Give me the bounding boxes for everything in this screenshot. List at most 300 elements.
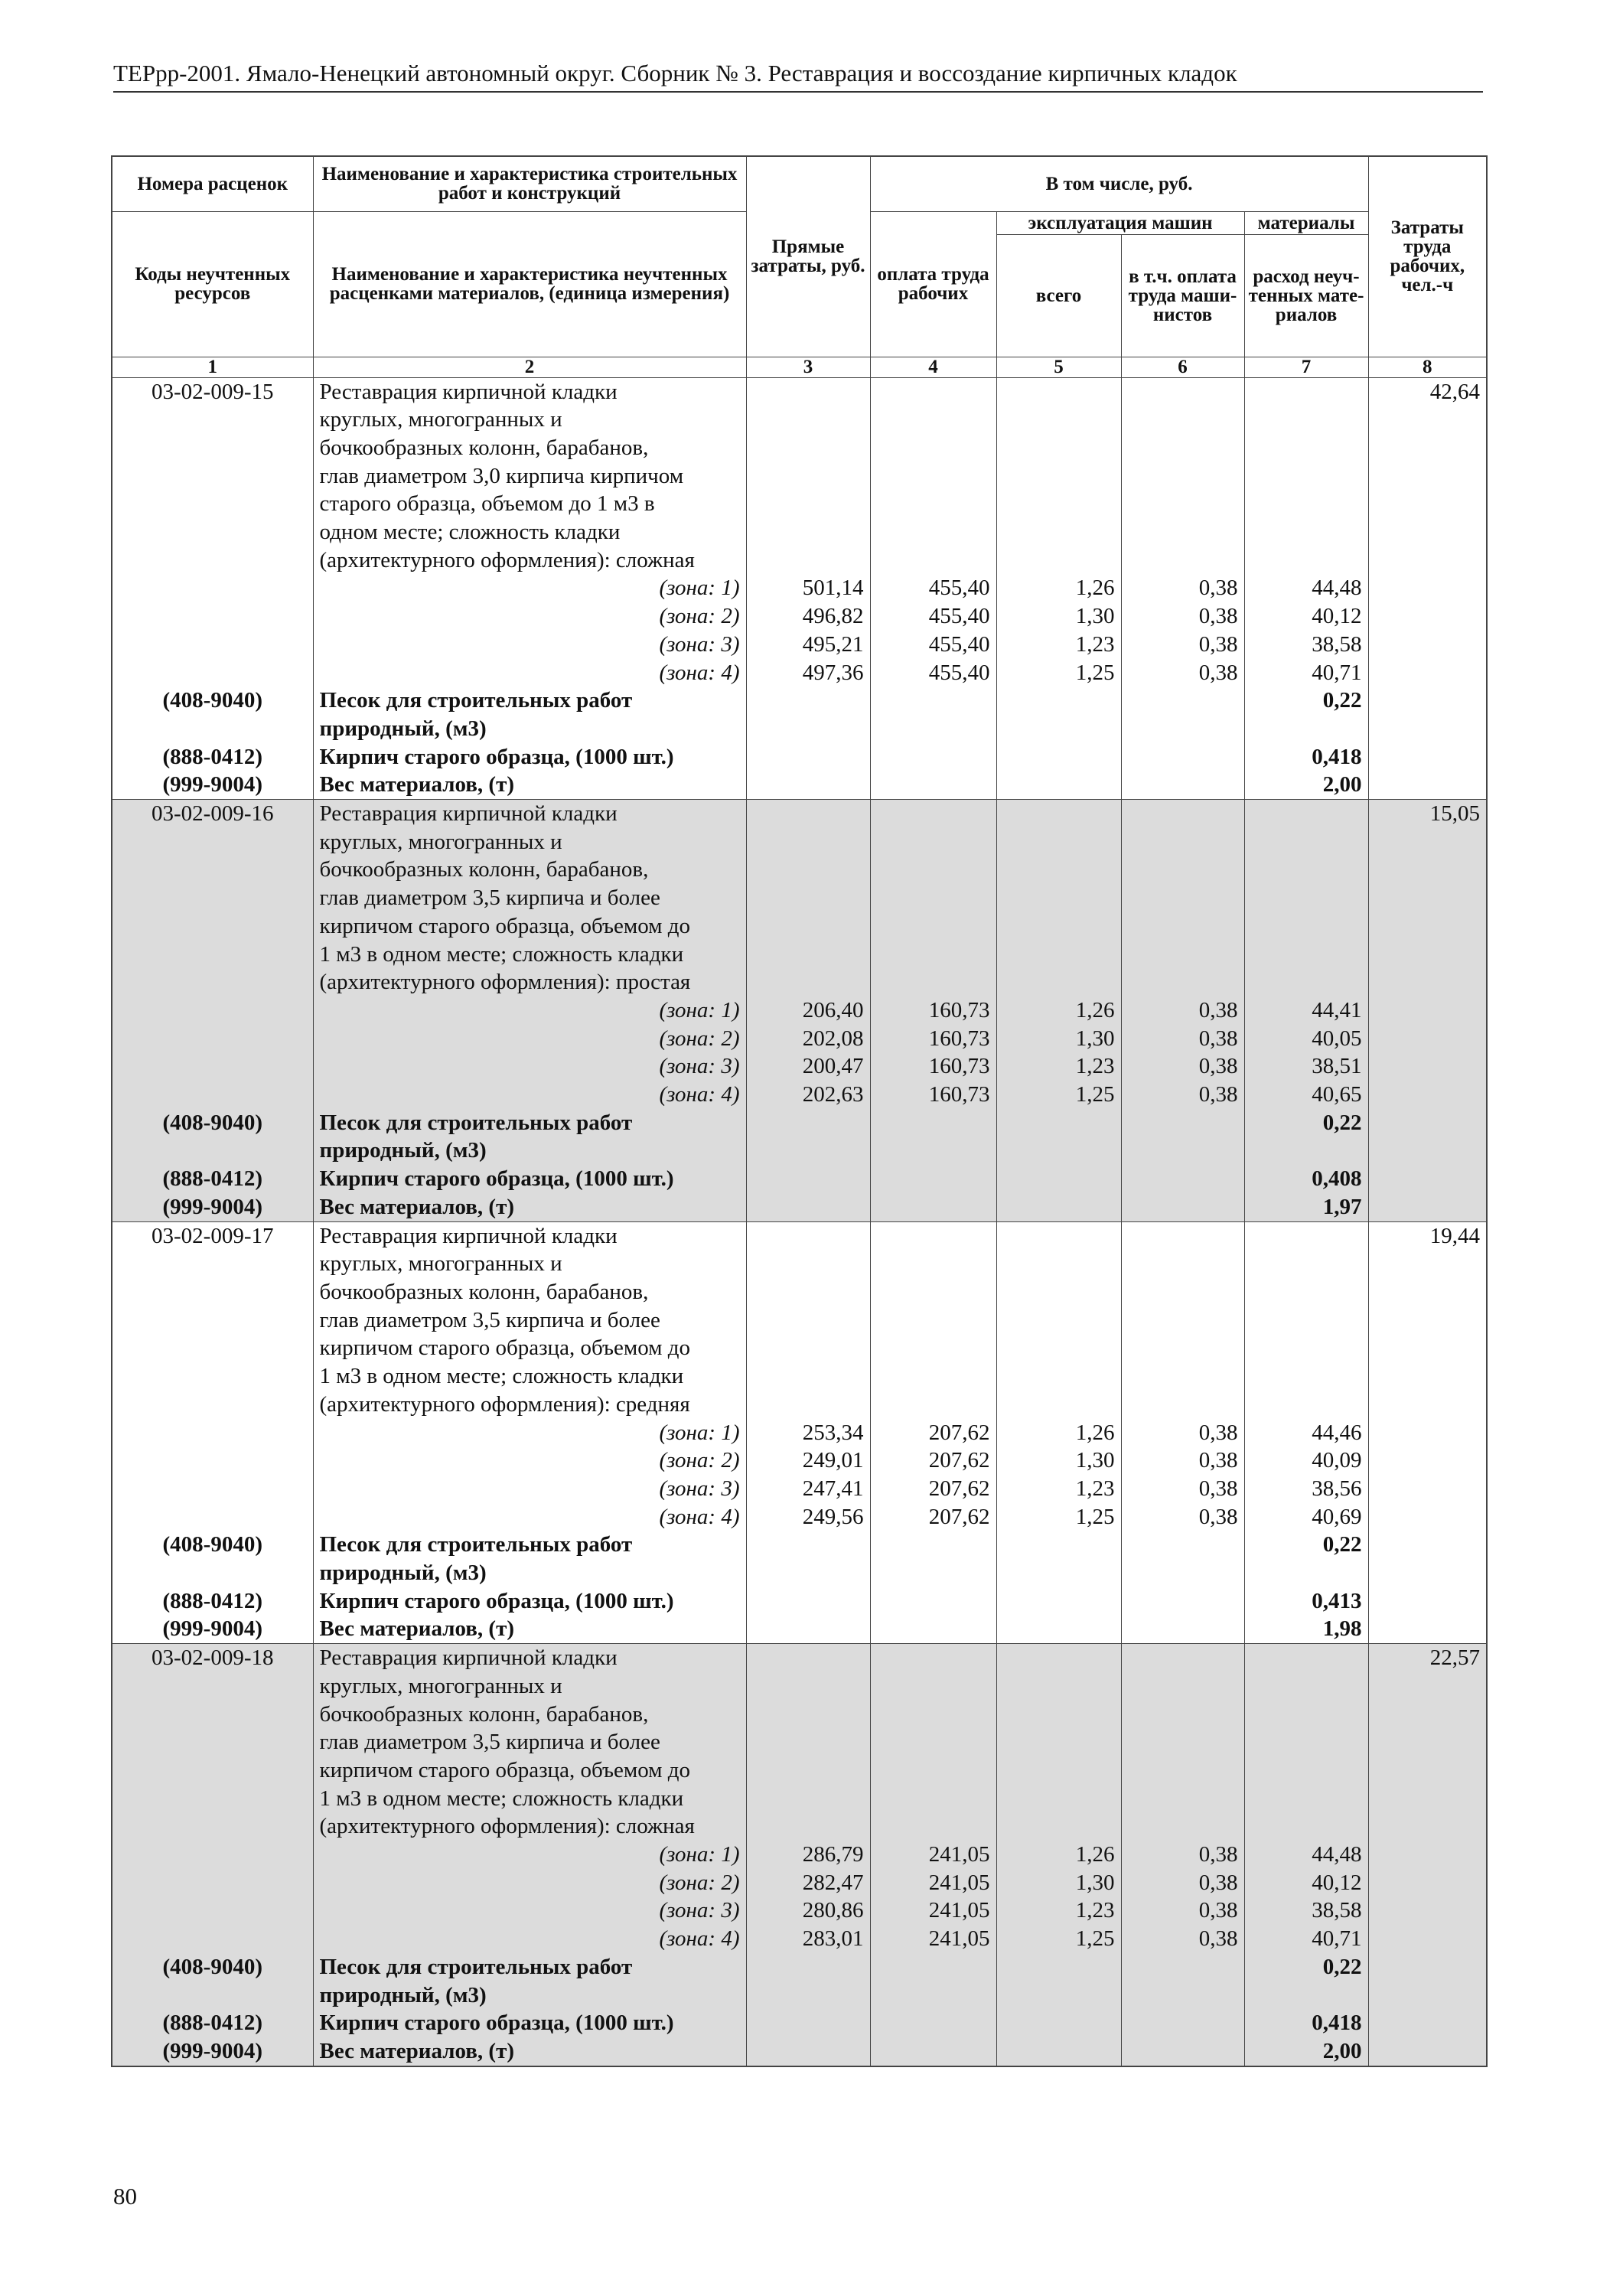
empty-cell [1244,1559,1368,1587]
resource-name: Песок для строительных работ [313,687,746,715]
materials-cost: 40,12 [1244,602,1368,631]
empty-cell [746,1531,870,1559]
empty-cell [1121,434,1244,462]
empty-cell [1368,602,1487,631]
empty-cell [1244,1785,1368,1813]
table-row [112,941,1487,969]
table-row [112,1756,1487,1785]
wage-cost: 207,62 [870,1419,996,1447]
resource-amount: 0,22 [1244,1531,1368,1559]
machines-cost: 1,23 [996,1052,1121,1081]
materials-cost: 44,48 [1244,1841,1368,1869]
empty-cell [746,462,870,491]
empty-cell [1368,996,1487,1025]
col-number: 1 [112,357,313,377]
empty-cell [746,490,870,518]
empty-cell [996,1109,1121,1137]
empty-cell [1368,1025,1487,1053]
empty-cell [996,1981,1121,2010]
col1-top-header: Номера расценок [112,156,313,211]
empty-cell [1368,1701,1487,1729]
col-number: 3 [746,357,870,377]
machines-cost: 1,23 [996,1896,1121,1925]
work-description-line: кирпичом старого образца, объемом до [313,1756,746,1785]
zone-label: (зона: 3) [313,631,746,659]
empty-cell [1121,490,1244,518]
empty-cell [112,1250,313,1278]
column-numbers-row [112,357,1487,377]
empty-cell [1244,490,1368,518]
empty-cell [996,2009,1121,2037]
empty-cell [746,1362,870,1391]
resource-code: (999-9004) [112,771,313,799]
empty-cell [112,406,313,434]
resource-name: природный, (м3) [313,1137,746,1165]
empty-cell [870,1221,996,1250]
zone-label: (зона: 1) [313,996,746,1025]
empty-cell [1121,1701,1244,1729]
empty-cell [1121,518,1244,546]
wage-cost: 160,73 [870,1052,996,1081]
empty-cell [112,715,313,743]
direct-cost: 249,56 [746,1503,870,1531]
empty-cell [870,1334,996,1362]
work-description-line: Реставрация кирпичной кладки [313,1644,746,1672]
empty-cell [870,1137,996,1165]
resource-name: природный, (м3) [313,1559,746,1587]
empty-cell [112,434,313,462]
empty-cell [1121,1953,1244,1981]
empty-cell [1121,828,1244,856]
empty-cell [996,1362,1121,1391]
empty-cell [996,1391,1121,1419]
zone-label: (зона: 3) [313,1052,746,1081]
empty-cell [996,1306,1121,1335]
empty-cell [1368,1785,1487,1813]
machinist-cost: 0,38 [1121,1025,1244,1053]
table-row [112,1137,1487,1165]
zone-label: (зона: 1) [313,1419,746,1447]
empty-cell [746,1672,870,1701]
resource-amount: 0,418 [1244,743,1368,771]
materials-cost: 40,71 [1244,1925,1368,1953]
empty-cell [1368,1137,1487,1165]
table-row [112,687,1487,715]
machinist-cost: 0,38 [1121,996,1244,1025]
direct-cost: 202,63 [746,1081,870,1109]
resource-code: (408-9040) [112,1953,313,1981]
empty-cell [746,1250,870,1278]
empty-cell [746,377,870,406]
wage-cost: 455,40 [870,574,996,602]
direct-cost-header: Прямые затраты, руб. [746,156,870,357]
empty-cell [1368,884,1487,912]
empty-cell [1121,1165,1244,1193]
table-row [112,462,1487,491]
empty-cell [1121,1250,1244,1278]
work-description-line: круглых, многогранных и [313,828,746,856]
col-number: 2 [313,357,746,377]
table-row [112,1841,1487,1869]
empty-cell [746,1756,870,1785]
empty-cell [1244,1137,1368,1165]
table-row [112,377,1487,406]
empty-cell [112,1728,313,1756]
work-description-line: глав диаметром 3,5 кирпича и более [313,1306,746,1335]
work-description-line: (архитектурного оформления): простая [313,968,746,996]
machinist-cost: 0,38 [1121,602,1244,631]
empty-cell [1244,1278,1368,1306]
empty-cell [1244,715,1368,743]
empty-cell [996,1334,1121,1362]
table-row [112,631,1487,659]
empty-cell [1368,828,1487,856]
empty-cell [1121,912,1244,941]
empty-cell [1121,2009,1244,2037]
table-row [112,1615,1487,1643]
resource-name: Вес материалов, (т) [313,1615,746,1643]
resource-code: (408-9040) [112,1109,313,1137]
empty-cell [1368,546,1487,575]
empty-cell [996,715,1121,743]
direct-cost: 496,82 [746,602,870,631]
empty-cell [1368,687,1487,715]
table-row [112,1785,1487,1813]
direct-cost: 501,14 [746,574,870,602]
empty-cell [112,1785,313,1813]
labor-hours: 22,57 [1368,1644,1487,1672]
empty-cell [870,1250,996,1278]
col2-top-header: Наименование и характеристика строительных работ и конструкций [313,156,746,211]
table-row [112,574,1487,602]
direct-cost: 283,01 [746,1925,870,1953]
wage-cost: 241,05 [870,1925,996,1953]
empty-cell [1368,1165,1487,1193]
empty-cell [112,1081,313,1109]
empty-cell [1368,1896,1487,1925]
empty-cell [1368,1559,1487,1587]
direct-cost: 202,08 [746,1025,870,1053]
table-row [112,1193,1487,1221]
direct-cost: 249,01 [746,1446,870,1475]
table-row [112,1165,1487,1193]
empty-cell [112,1756,313,1785]
zone-label: (зона: 1) [313,574,746,602]
empty-cell [746,1193,870,1221]
empty-cell [1368,1306,1487,1335]
empty-cell [112,1025,313,1053]
work-description-line: бочкообразных колонн, барабанов, [313,1278,746,1306]
zone-label: (зона: 3) [313,1475,746,1503]
materials-cost: 38,58 [1244,631,1368,659]
table-row [112,1672,1487,1701]
work-description-line: (архитектурного оформления): сложная [313,546,746,575]
empty-cell [870,715,996,743]
col1-bottom-header: Коды неучтенных ресурсов [112,211,313,357]
empty-cell [112,1925,313,1953]
machines-cost: 1,23 [996,631,1121,659]
empty-cell [746,941,870,969]
materials-cost: 40,69 [1244,1503,1368,1531]
empty-cell [1368,1391,1487,1419]
empty-cell [112,912,313,941]
machinist-cost: 0,38 [1121,1446,1244,1475]
empty-cell [1121,1785,1244,1813]
table-row [112,1869,1487,1897]
empty-cell [112,1137,313,1165]
wage-cost: 455,40 [870,659,996,687]
zone-label: (зона: 2) [313,1025,746,1053]
table-row [112,1334,1487,1362]
empty-cell [1121,1334,1244,1362]
empty-cell [1368,631,1487,659]
table-row [112,1306,1487,1335]
empty-cell [1368,941,1487,969]
empty-cell [870,1756,996,1785]
work-description-line: одном месте; сложность кладки [313,518,746,546]
table-row [112,1701,1487,1729]
table-row [112,1362,1487,1391]
table-row [112,771,1487,799]
machinist-cost: 0,38 [1121,1052,1244,1081]
empty-cell [1244,406,1368,434]
empty-cell [1368,1615,1487,1643]
empty-cell [1244,1701,1368,1729]
empty-cell [870,1701,996,1729]
empty-cell [112,1419,313,1447]
empty-cell [746,1109,870,1137]
materials-cost: 44,46 [1244,1419,1368,1447]
empty-cell [870,1109,996,1137]
empty-cell [1368,518,1487,546]
work-description-line: 1 м3 в одном месте; сложность кладки [313,1362,746,1391]
empty-cell [870,800,996,828]
empty-cell [1368,1841,1487,1869]
empty-cell [112,574,313,602]
empty-cell [112,1672,313,1701]
table-row [112,659,1487,687]
empty-cell [1121,884,1244,912]
empty-cell [112,1052,313,1081]
empty-cell [1368,1446,1487,1475]
empty-cell [112,1446,313,1475]
empty-cell [996,2037,1121,2066]
empty-cell [870,1615,996,1643]
empty-cell [870,1362,996,1391]
empty-cell [1121,968,1244,996]
wage-cost: 241,05 [870,1841,996,1869]
empty-cell [112,659,313,687]
empty-cell [870,743,996,771]
empty-cell [1244,1362,1368,1391]
resource-amount: 1,98 [1244,1615,1368,1643]
empty-cell [1244,1334,1368,1362]
empty-cell [112,1896,313,1925]
empty-cell [112,1362,313,1391]
table-row [112,406,1487,434]
work-description-line: Реставрация кирпичной кладки [313,377,746,406]
table-row [112,1052,1487,1081]
empty-cell [1368,462,1487,491]
empty-cell [746,1953,870,1981]
empty-cell [112,996,313,1025]
empty-cell [996,1644,1121,1672]
zone-label: (зона: 4) [313,1081,746,1109]
empty-cell [1121,687,1244,715]
empty-cell [1121,1306,1244,1335]
empty-cell [1244,884,1368,912]
empty-cell [1368,1278,1487,1306]
resource-name: Песок для строительных работ [313,1953,746,1981]
empty-cell [870,912,996,941]
empty-cell [870,941,996,969]
table-row [112,1981,1487,2010]
empty-cell [1368,1756,1487,1785]
empty-cell [870,1587,996,1616]
table-row [112,743,1487,771]
table-row [112,1503,1487,1531]
machinist-cost: 0,38 [1121,1925,1244,1953]
materials-cost: 44,48 [1244,574,1368,602]
empty-cell [1121,941,1244,969]
empty-cell [112,1503,313,1531]
machines-cost: 1,25 [996,1081,1121,1109]
empty-cell [1368,1503,1487,1531]
empty-cell [1368,659,1487,687]
direct-cost: 206,40 [746,996,870,1025]
table-row [112,1025,1487,1053]
empty-cell [1368,1334,1487,1362]
empty-cell [112,1812,313,1841]
empty-cell [1121,1221,1244,1250]
materials-cost: 38,56 [1244,1475,1368,1503]
work-description-line: старого образца, объемом до 1 м3 в [313,490,746,518]
table-row [112,1475,1487,1503]
empty-cell [996,1531,1121,1559]
empty-cell [870,406,996,434]
empty-cell [996,1701,1121,1729]
empty-cell [870,1531,996,1559]
empty-cell [746,546,870,575]
wage-cost: 241,05 [870,1896,996,1925]
empty-cell [1121,771,1244,799]
direct-cost: 282,47 [746,1869,870,1897]
empty-cell [870,2037,996,2066]
empty-cell [996,1193,1121,1221]
empty-cell [1368,2009,1487,2037]
table-row [112,2009,1487,2037]
zone-label: (зона: 2) [313,1446,746,1475]
empty-cell [870,1812,996,1841]
machines-header: эксплуатация машин [996,211,1244,234]
materials-cost: 40,09 [1244,1446,1368,1475]
empty-cell [996,1137,1121,1165]
resource-amount: 1,97 [1244,1193,1368,1221]
rates-table [111,155,1488,2067]
table-row [112,1587,1487,1616]
resource-amount: 0,408 [1244,1165,1368,1193]
empty-cell [746,518,870,546]
resource-code: (888-0412) [112,2009,313,2037]
work-description-line: круглых, многогранных и [313,1250,746,1278]
empty-cell [1121,743,1244,771]
empty-cell [1244,800,1368,828]
zone-label: (зона: 2) [313,602,746,631]
table-row [112,996,1487,1025]
empty-cell [112,602,313,631]
machines-cost: 1,30 [996,1025,1121,1053]
empty-cell [746,1391,870,1419]
empty-cell [746,743,870,771]
empty-cell [112,462,313,491]
empty-cell [112,1559,313,1587]
resource-name: природный, (м3) [313,715,746,743]
empty-cell [746,1306,870,1335]
table-row [112,490,1487,518]
col-number: 8 [1368,357,1487,377]
empty-cell [1244,1306,1368,1335]
empty-cell [870,1785,996,1813]
empty-cell [1121,1559,1244,1587]
materials-cost: 44,41 [1244,996,1368,1025]
empty-cell [996,884,1121,912]
empty-cell [746,968,870,996]
empty-cell [1121,1109,1244,1137]
empty-cell [746,2009,870,2037]
direct-cost: 495,21 [746,631,870,659]
zone-label: (зона: 4) [313,1503,746,1531]
empty-cell [996,1250,1121,1278]
empty-cell [112,828,313,856]
resource-amount: 2,00 [1244,771,1368,799]
empty-cell [1244,856,1368,884]
empty-cell [1121,2037,1244,2066]
machinist-cost: 0,38 [1121,1896,1244,1925]
empty-cell [1368,1531,1487,1559]
empty-cell [1244,828,1368,856]
empty-cell [1244,1981,1368,2010]
empty-cell [996,1165,1121,1193]
table-row [112,968,1487,996]
empty-cell [1368,1672,1487,1701]
machines-cost: 1,23 [996,1475,1121,1503]
empty-cell [996,1953,1121,1981]
empty-cell [746,434,870,462]
empty-cell [112,1475,313,1503]
work-description-line: бочкообразных колонн, барабанов, [313,1701,746,1729]
empty-cell [1368,1728,1487,1756]
machines-cost: 1,25 [996,1925,1121,1953]
work-description-line: (архитектурного оформления): средняя [313,1391,746,1419]
resource-code: (408-9040) [112,687,313,715]
empty-cell [112,1869,313,1897]
empty-cell [1244,434,1368,462]
empty-cell [996,687,1121,715]
empty-cell [1244,377,1368,406]
empty-cell [1121,1278,1244,1306]
empty-cell [996,856,1121,884]
empty-cell [1244,941,1368,969]
unaccounted-materials-header: расход неуч-тенных мате-риалов [1244,234,1368,357]
empty-cell [1121,1728,1244,1756]
empty-cell [1368,743,1487,771]
empty-cell [746,1785,870,1813]
machines-cost: 1,30 [996,1869,1121,1897]
empty-cell [1368,1052,1487,1081]
table-row [112,1109,1487,1137]
empty-cell [1244,1221,1368,1250]
materials-cost: 40,12 [1244,1869,1368,1897]
